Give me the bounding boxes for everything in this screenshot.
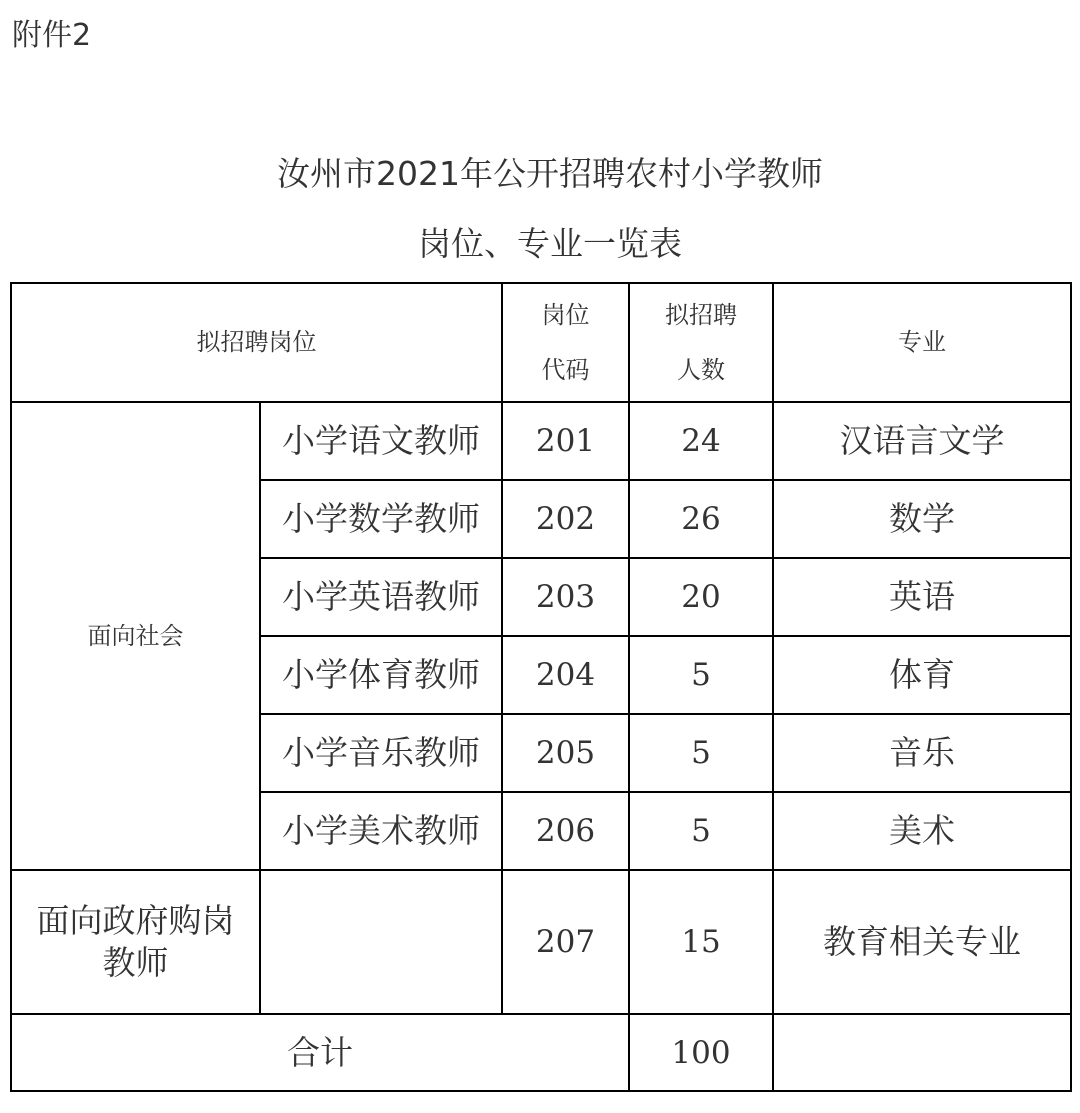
position-cell [260, 870, 502, 1014]
table-row [11, 402, 1071, 480]
major-cell: 英语 [773, 558, 1071, 636]
code-cell: 205 [502, 714, 629, 792]
gov-row [11, 870, 1071, 1014]
gov-group-label-line2: 教师 [102, 943, 169, 982]
position-cell: 小学音乐教师 [260, 714, 502, 792]
position-cell: 小学美术教师 [260, 792, 502, 870]
major-cell: 教育相关专业 [773, 870, 1071, 1014]
gov-group-label-line1: 面向政府购岗 [36, 901, 235, 940]
major-cell: 体育 [773, 636, 1071, 714]
major-cell: 数学 [773, 480, 1071, 558]
major-cell: 美术 [773, 792, 1071, 870]
major-cell: 汉语言文学 [773, 402, 1071, 480]
major-cell: 音乐 [773, 714, 1071, 792]
code-cell: 206 [502, 792, 629, 870]
header-major: 专业 [773, 283, 1071, 402]
recruitment-table [10, 282, 1072, 1092]
header-code-line2: 代码 [541, 355, 590, 384]
public-group-label: 面向社会 [11, 402, 260, 870]
header-code [502, 283, 629, 402]
page-subtitle: 岗位、专业一览表 [418, 224, 682, 263]
code-cell: 204 [502, 636, 629, 714]
header-position: 拟招聘岗位 [11, 283, 502, 402]
table-header-row [11, 283, 1071, 402]
count-cell: 15 [629, 870, 773, 1014]
total-major [773, 1014, 1071, 1091]
count-cell: 5 [629, 792, 773, 870]
count-cell: 5 [629, 714, 773, 792]
header-code-line1: 岗位 [541, 300, 590, 329]
count-cell: 24 [629, 402, 773, 480]
total-label: 合计 [11, 1014, 629, 1091]
header-count-line1: 拟招聘 [665, 300, 737, 329]
count-cell: 5 [629, 636, 773, 714]
count-cell: 20 [629, 558, 773, 636]
count-cell: 26 [629, 480, 773, 558]
code-cell: 207 [502, 870, 629, 1014]
header-count [629, 283, 773, 402]
page-title: 汝州市2021年公开招聘农村小学教师 [277, 154, 823, 193]
header-count-line2: 人数 [677, 355, 725, 384]
attachment-label: 附件2 [12, 18, 92, 53]
total-row [11, 1014, 1071, 1091]
position-cell: 小学语文教师 [260, 402, 502, 480]
code-cell: 203 [502, 558, 629, 636]
gov-group-label [11, 870, 260, 1014]
position-cell: 小学英语教师 [260, 558, 502, 636]
total-count: 100 [629, 1014, 773, 1091]
position-cell: 小学数学教师 [260, 480, 502, 558]
code-cell: 202 [502, 480, 629, 558]
position-cell: 小学体育教师 [260, 636, 502, 714]
code-cell: 201 [502, 402, 629, 480]
